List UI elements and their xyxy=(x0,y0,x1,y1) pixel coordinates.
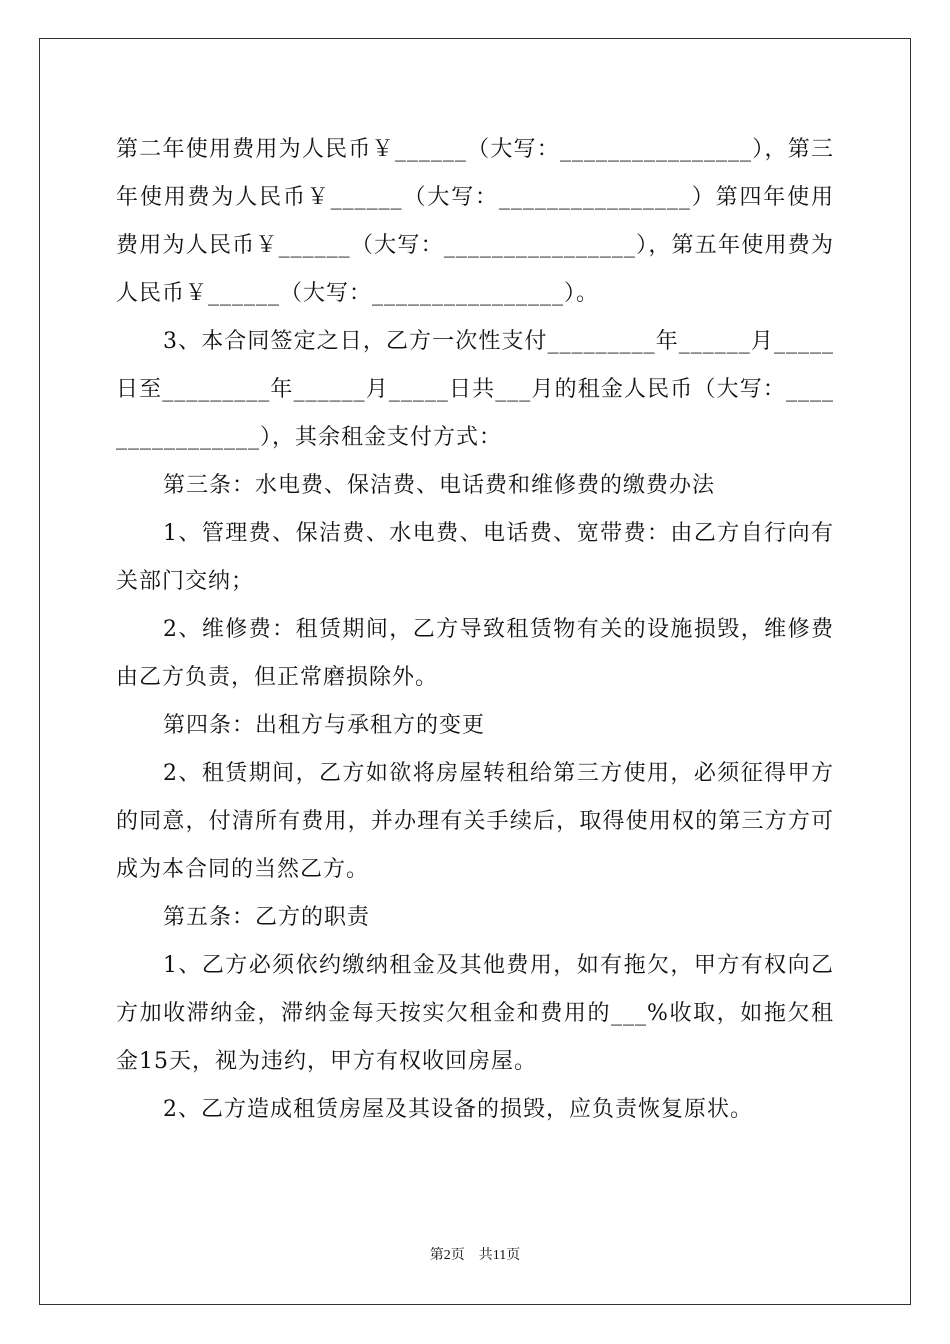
paragraph-management-fee: 1、管理费、保洁费、水电费、电话费、宽带费：由乙方自行向有关部门交纳； xyxy=(116,521,834,594)
paragraph-maintenance-fee: 2、维修费：租赁期间，乙方导致租赁物有关的设施损毁，维修费由乙方负责，但正常磨损除外。 xyxy=(116,617,834,690)
paragraph-rent-payment: 3、本合同签定之日，乙方一次性支付_________年______月_____日至_________年______月_____日共___月的租金人民币（大写：________________），其余租金支付方式： xyxy=(116,329,834,450)
paragraph-fee-years: 第二年使用费用为人民币￥______（大写：________________），第三年使用费为人民币￥______（大写：________________）第四年使用费用为人民币￥______（大写：________________），第五年使用费为人民币￥______（大写：________________）。 xyxy=(116,137,834,306)
page-number: 第2页 共11页 xyxy=(429,1248,521,1263)
paragraph-late-fee: 1、乙方必须依约缴纳租金及其他费用，如有拖欠，甲方有权向乙方加收滞纳金，滞纳金每天按实欠租金和费用的___%收取，如拖欠租金15天，视为违约，甲方有权收回房屋。 xyxy=(116,953,834,1074)
heading-article-5: 第五条：乙方的职责 xyxy=(163,905,371,930)
paragraph-damage: 2、乙方造成租赁房屋及其设备的损毁，应负责恢复原状。 xyxy=(163,1097,753,1122)
paragraph-sublease: 2、租赁期间，乙方如欲将房屋转租给第三方使用，必须征得甲方的同意，付清所有费用，并办理有关手续后，取得使用权的第三方方可成为本合同的当然乙方。 xyxy=(116,761,834,882)
heading-article-4: 第四条：出租方与承租方的变更 xyxy=(163,713,486,738)
document-body xyxy=(116,126,834,1134)
heading-article-3: 第三条：水电费、保洁费、电话费和维修费的缴费办法 xyxy=(163,473,716,498)
